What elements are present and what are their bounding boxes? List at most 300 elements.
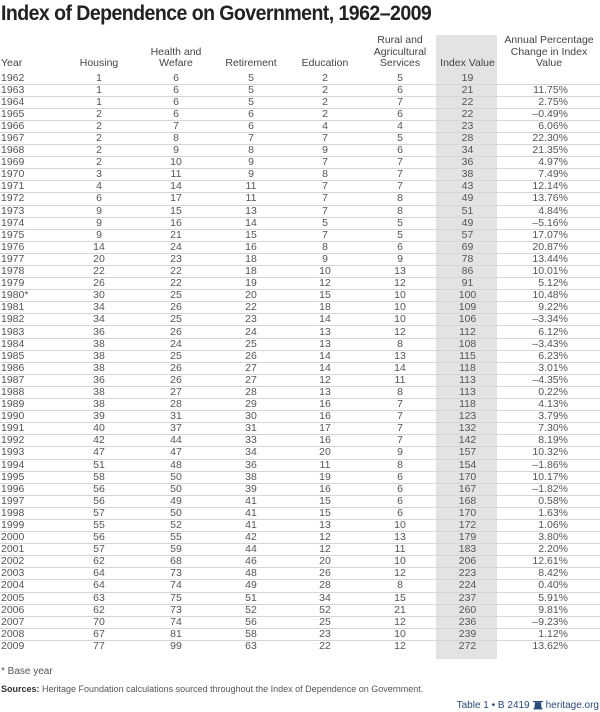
- cell-rural-agricultural: 10: [363, 302, 437, 314]
- cell-retirement: 16: [215, 241, 287, 253]
- cell-year: 1962: [1, 71, 25, 84]
- table-row: [0, 604, 600, 616]
- table-row: [0, 84, 600, 96]
- cell-housing: 2: [61, 157, 137, 169]
- cell-education: 7: [287, 157, 363, 169]
- cell-retirement: 9: [215, 157, 287, 169]
- table-row: [0, 169, 600, 181]
- cell-retirement: 36: [215, 459, 287, 471]
- cell-health-welfare: 7: [137, 120, 215, 132]
- cell-index-value: 179: [437, 532, 498, 544]
- cell-index-value: 172: [437, 519, 498, 531]
- cell-education: 10: [287, 266, 363, 278]
- table-row: [0, 580, 600, 592]
- cell-annual-change: –5.16%: [498, 217, 600, 229]
- cell-health-welfare: 59: [137, 544, 215, 556]
- table-row: [0, 519, 600, 531]
- cell-annual-change: –0.49%: [498, 108, 600, 120]
- cell-index-value: 113: [437, 374, 498, 386]
- cell-education: 22: [287, 640, 363, 652]
- cell-index-value: 22: [437, 108, 498, 120]
- cell-year: 1967: [0, 132, 61, 144]
- cell-health-welfare: 52: [137, 519, 215, 531]
- cell-education: 13: [287, 386, 363, 398]
- cell-annual-change: 11.75%: [498, 84, 600, 96]
- cell-rural-agricultural: 10: [363, 556, 437, 568]
- cell-retirement: 8: [215, 145, 287, 157]
- cell-year: 2008: [0, 628, 61, 640]
- cell-rural-agricultural: 7: [363, 181, 437, 193]
- cell-housing: 63: [61, 592, 137, 604]
- cell-education: 17: [287, 423, 363, 435]
- cell-rural-agricultural: 6: [363, 471, 437, 483]
- cell-annual-change: 1.63%: [498, 507, 600, 519]
- cell-index-value: 36: [437, 157, 498, 169]
- col-header-year: Year: [1, 57, 23, 69]
- cell-education: 2: [287, 84, 363, 96]
- cell-index-value: 69: [437, 241, 498, 253]
- cell-rural-agricultural: 8: [363, 459, 437, 471]
- liberty-bell-icon: [533, 701, 543, 710]
- cell-year: 1991: [0, 423, 61, 435]
- cell-housing: 9: [61, 229, 137, 241]
- cell-annual-change: 1.06%: [498, 519, 600, 531]
- cell-housing: 34: [61, 302, 137, 314]
- cell-health-welfare: 25: [137, 314, 215, 326]
- cell-education: 14: [287, 314, 363, 326]
- cell-retirement: 9: [215, 169, 287, 181]
- table-row: [0, 568, 600, 580]
- table-body: [0, 73, 600, 653]
- cell-retirement: 31: [215, 423, 287, 435]
- cell-retirement: 24: [215, 326, 287, 338]
- cell-housing: 3: [61, 169, 137, 181]
- cell-rural-agricultural: 8: [363, 193, 437, 205]
- cell-rural-agricultural: 12: [363, 568, 437, 580]
- cell-index-value: 43: [437, 181, 498, 193]
- cell-health-welfare: 26: [137, 374, 215, 386]
- cell-health-welfare: 74: [137, 616, 215, 628]
- cell-year: 1992: [0, 435, 61, 447]
- table-reference: Table 1 • B 2419: [456, 700, 530, 711]
- cell-housing: 1: [61, 84, 137, 96]
- cell-annual-change: 4.84%: [498, 205, 600, 217]
- cell-health-welfare: 25: [137, 350, 215, 362]
- cell-annual-change: 3.79%: [498, 411, 600, 423]
- cell-retirement: 23: [215, 314, 287, 326]
- cell-housing: 51: [61, 459, 137, 471]
- cell-health-welfare: 73: [137, 568, 215, 580]
- cell-year: 2005: [0, 592, 61, 604]
- cell-rural-agricultural: 5: [363, 217, 437, 229]
- cell-education: 8: [287, 241, 363, 253]
- cell-housing: 2: [61, 108, 137, 120]
- cell-year: 1972: [0, 193, 61, 205]
- cell-index-value: 272: [437, 640, 498, 652]
- cell-annual-change: –3.43%: [498, 338, 600, 350]
- cell-index-value: 154: [437, 459, 498, 471]
- cell-housing: 56: [61, 483, 137, 495]
- cell-education: 15: [287, 290, 363, 302]
- cell-health-welfare: 26: [137, 362, 215, 374]
- cell-education: 16: [287, 435, 363, 447]
- cell-education: 12: [287, 278, 363, 290]
- cell-rural-agricultural: 7: [363, 435, 437, 447]
- cell-health-welfare: 47: [137, 447, 215, 459]
- cell-education: 28: [287, 580, 363, 592]
- cell-annual-change: 8.42%: [498, 568, 600, 580]
- cell-year: 2001: [0, 544, 61, 556]
- cell-retirement: 38: [215, 471, 287, 483]
- cell-rural-agricultural: 6: [363, 495, 437, 507]
- cell-rural-agricultural: 13: [363, 266, 437, 278]
- cell-annual-change: 6.06%: [498, 120, 600, 132]
- cell-annual-change: 10.48%: [498, 290, 600, 302]
- cell-retirement: 18: [215, 266, 287, 278]
- cell-index-value: 170: [437, 471, 498, 483]
- cell-education: 19: [287, 471, 363, 483]
- cell-rural-agricultural: 7: [363, 96, 437, 108]
- cell-retirement: 49: [215, 580, 287, 592]
- cell-annual-change: 0.40%: [498, 580, 600, 592]
- cell-retirement: 6: [215, 108, 287, 120]
- cell-education: 18: [287, 302, 363, 314]
- cell-housing: 4: [61, 181, 137, 193]
- cell-health-welfare: 50: [137, 483, 215, 495]
- cell-housing: 39: [61, 411, 137, 423]
- cell-rural-agricultural: 14: [363, 362, 437, 374]
- cell-housing: 40: [61, 423, 137, 435]
- cell-annual-change: 8.19%: [498, 435, 600, 447]
- cell-retirement: 5: [215, 84, 287, 96]
- cell-education: 8: [287, 169, 363, 181]
- cell-retirement: 25: [215, 338, 287, 350]
- cell-health-welfare: 21: [137, 229, 215, 241]
- cell-education: 4: [287, 120, 363, 132]
- cell-retirement: 6: [215, 120, 287, 132]
- cell-index-value: 115: [437, 350, 498, 362]
- table-row: [0, 338, 600, 350]
- cell-rural-agricultural: 7: [363, 423, 437, 435]
- cell-year: 1980*: [0, 290, 61, 302]
- cell-health-welfare: 14: [137, 181, 215, 193]
- col-header-housing: Housing: [79, 57, 119, 69]
- table-row: [0, 507, 600, 519]
- cell-education: 16: [287, 483, 363, 495]
- table-row: [0, 616, 600, 628]
- cell-housing: 47: [61, 447, 137, 459]
- cell-year: 1971: [0, 181, 61, 193]
- table-row: [0, 459, 600, 471]
- cell-rural-agricultural: 6: [363, 84, 437, 96]
- table-row: [0, 120, 600, 132]
- cell-retirement: 27: [215, 362, 287, 374]
- cell-index-value: 106: [437, 314, 498, 326]
- cell-housing: 57: [61, 507, 137, 519]
- cell-health-welfare: 22: [137, 266, 215, 278]
- cell-retirement: 28: [215, 386, 287, 398]
- cell-rural-agricultural: 9: [363, 253, 437, 265]
- cell-retirement: 5: [215, 96, 287, 108]
- cell-rural-agricultural: 10: [363, 290, 437, 302]
- dependence-index-table: [0, 35, 600, 652]
- table-row: [0, 132, 600, 144]
- cell-housing: 1: [96, 71, 102, 84]
- table-row: [0, 205, 600, 217]
- cell-retirement: 20: [215, 290, 287, 302]
- cell-annual-change: 6.12%: [498, 326, 600, 338]
- cell-retirement: 11: [215, 193, 287, 205]
- table-row: [0, 411, 600, 423]
- cell-index-value: 21: [437, 84, 498, 96]
- cell-year: 2006: [0, 604, 61, 616]
- cell-annual-change: 12.14%: [498, 181, 600, 193]
- cell-annual-change: 5.91%: [498, 592, 600, 604]
- cell-housing: 1: [61, 96, 137, 108]
- cell-annual-change: 6.23%: [498, 350, 600, 362]
- cell-retirement: 42: [215, 532, 287, 544]
- cell-year: 1969: [0, 157, 61, 169]
- cell-housing: 58: [61, 471, 137, 483]
- cell-health-welfare: 26: [137, 302, 215, 314]
- cell-retirement: 41: [215, 507, 287, 519]
- cell-health-welfare: 50: [137, 507, 215, 519]
- cell-annual-change: 2.20%: [498, 544, 600, 556]
- cell-housing: 2: [61, 132, 137, 144]
- cell-index-value: 49: [437, 217, 498, 229]
- cell-year: 2004: [0, 580, 61, 592]
- cell-housing: 9: [61, 217, 137, 229]
- cell-education: 2: [287, 96, 363, 108]
- table-row: [0, 217, 600, 229]
- cell-index-value: 22: [437, 96, 498, 108]
- cell-health-welfare: 22: [137, 278, 215, 290]
- cell-year: 2000: [0, 532, 61, 544]
- cell-education: 52: [287, 604, 363, 616]
- cell-index-value: 38: [437, 169, 498, 181]
- cell-education: 7: [287, 205, 363, 217]
- cell-year: 1973: [0, 205, 61, 217]
- cell-rural-agricultural: 9: [363, 447, 437, 459]
- cell-education: 15: [287, 507, 363, 519]
- col-header-health-welfare: Health and Wefare: [150, 45, 202, 69]
- cell-retirement: 26: [215, 350, 287, 362]
- cell-health-welfare: 11: [137, 169, 215, 181]
- cell-rural-agricultural: 6: [363, 483, 437, 495]
- cell-housing: 36: [61, 326, 137, 338]
- cell-retirement: 14: [215, 217, 287, 229]
- cell-housing: 64: [61, 568, 137, 580]
- table-row: [0, 326, 600, 338]
- cell-annual-change: 4.13%: [498, 399, 600, 411]
- cell-year: 1970: [0, 169, 61, 181]
- cell-rural-agricultural: 4: [363, 120, 437, 132]
- table-row: [0, 399, 600, 411]
- cell-rural-agricultural: 10: [363, 628, 437, 640]
- cell-retirement: 41: [215, 519, 287, 531]
- cell-health-welfare: 81: [137, 628, 215, 640]
- cell-index-value: 224: [437, 580, 498, 592]
- table-row: [0, 435, 600, 447]
- cell-rural-agricultural: 8: [363, 580, 437, 592]
- cell-rural-agricultural: 6: [363, 145, 437, 157]
- cell-housing: 30: [61, 290, 137, 302]
- cell-annual-change: 2.75%: [498, 96, 600, 108]
- cell-health-welfare: 15: [137, 205, 215, 217]
- cell-year: 1974: [0, 217, 61, 229]
- cell-index-value: 109: [437, 302, 498, 314]
- cell-health-welfare: 75: [137, 592, 215, 604]
- cell-year: 1996: [0, 483, 61, 495]
- table-row: [0, 628, 600, 640]
- cell-education: 15: [287, 495, 363, 507]
- cell-year: 1998: [0, 507, 61, 519]
- cell-health-welfare: 25: [137, 290, 215, 302]
- cell-annual-change: [498, 73, 600, 85]
- cell-annual-change: 0.22%: [498, 386, 600, 398]
- cell-year: 2002: [0, 556, 61, 568]
- cell-housing: 14: [61, 241, 137, 253]
- table-row: [0, 350, 600, 362]
- cell-education: 2: [322, 71, 328, 84]
- table-row: [0, 253, 600, 265]
- cell-education: 25: [287, 616, 363, 628]
- cell-year: 1993: [0, 447, 61, 459]
- cell-housing: 20: [61, 253, 137, 265]
- cell-health-welfare: 9: [137, 145, 215, 157]
- cell-annual-change: 17.07%: [498, 229, 600, 241]
- cell-health-welfare: 49: [137, 495, 215, 507]
- cell-education: 9: [287, 145, 363, 157]
- cell-annual-change: 10.32%: [498, 447, 600, 459]
- table-row: [0, 483, 600, 495]
- cell-health-welfare: 28: [137, 399, 215, 411]
- cell-rural-agricultural: 10: [363, 314, 437, 326]
- cell-retirement: 34: [215, 447, 287, 459]
- cell-index-value: 19: [461, 71, 474, 84]
- table-row: [0, 108, 600, 120]
- cell-annual-change: –1.86%: [498, 459, 600, 471]
- cell-education: 34: [287, 592, 363, 604]
- cell-education: 11: [287, 459, 363, 471]
- table-row: [0, 544, 600, 556]
- cell-health-welfare: 74: [137, 580, 215, 592]
- cell-year: 1986: [0, 362, 61, 374]
- col-header-index-value: Index Value: [440, 57, 495, 69]
- cell-annual-change: 1.12%: [498, 628, 600, 640]
- cell-index-value: 157: [437, 447, 498, 459]
- cell-annual-change: 9.22%: [498, 302, 600, 314]
- cell-housing: 56: [61, 495, 137, 507]
- cell-housing: 38: [61, 399, 137, 411]
- table-header-row: [0, 35, 600, 73]
- cell-annual-change: 10.01%: [498, 266, 600, 278]
- cell-health-welfare: 73: [137, 604, 215, 616]
- cell-housing: 55: [61, 519, 137, 531]
- cell-year: 1994: [0, 459, 61, 471]
- cell-housing: 38: [61, 338, 137, 350]
- cell-index-value: 236: [437, 616, 498, 628]
- cell-rural-agricultural: 11: [363, 374, 437, 386]
- cell-index-value: 118: [437, 399, 498, 411]
- cell-annual-change: 13.44%: [498, 253, 600, 265]
- cell-education: 7: [287, 193, 363, 205]
- cell-rural-agricultural: 8: [363, 338, 437, 350]
- cell-index-value: 132: [437, 423, 498, 435]
- cell-year: 1978: [0, 266, 61, 278]
- cell-education: 12: [287, 544, 363, 556]
- cell-year: 1981: [0, 302, 61, 314]
- cell-year: 2003: [0, 568, 61, 580]
- table-row: [0, 229, 600, 241]
- cell-health-welfare: 48: [137, 459, 215, 471]
- table-row: [0, 471, 600, 483]
- cell-housing: 62: [61, 604, 137, 616]
- cell-retirement: 29: [215, 399, 287, 411]
- cell-index-value: 91: [437, 278, 498, 290]
- cell-year: 1965: [0, 108, 61, 120]
- cell-housing: 9: [61, 205, 137, 217]
- cell-health-welfare: 17: [137, 193, 215, 205]
- cell-rural-agricultural: 7: [363, 157, 437, 169]
- cell-education: 7: [287, 181, 363, 193]
- table-row: [0, 157, 600, 169]
- cell-annual-change: 21.35%: [498, 145, 600, 157]
- cell-year: 1976: [0, 241, 61, 253]
- cell-rural-agricultural: 15: [363, 592, 437, 604]
- cell-retirement: 7: [215, 132, 287, 144]
- cell-retirement: 22: [215, 302, 287, 314]
- cell-annual-change: 12.61%: [498, 556, 600, 568]
- cell-housing: 22: [61, 266, 137, 278]
- cell-education: 13: [287, 519, 363, 531]
- cell-index-value: 100: [437, 290, 498, 302]
- cell-index-value: 108: [437, 338, 498, 350]
- cell-retirement: 19: [215, 278, 287, 290]
- cell-health-welfare: 55: [137, 532, 215, 544]
- cell-retirement: 41: [215, 495, 287, 507]
- table-row: [0, 592, 600, 604]
- cell-retirement: 13: [215, 205, 287, 217]
- cell-year: 1977: [0, 253, 61, 265]
- cell-health-welfare: 68: [137, 556, 215, 568]
- cell-retirement: 58: [215, 628, 287, 640]
- cell-year: 1982: [0, 314, 61, 326]
- footer-credit: [457, 700, 599, 711]
- cell-education: 26: [287, 568, 363, 580]
- cell-annual-change: 13.76%: [498, 193, 600, 205]
- table-row: [0, 386, 600, 398]
- table-row: [0, 374, 600, 386]
- cell-index-value: 118: [437, 362, 498, 374]
- cell-health-welfare: 99: [137, 640, 215, 652]
- cell-annual-change: 3.80%: [498, 532, 600, 544]
- cell-index-value: 113: [437, 386, 498, 398]
- table-row: [0, 447, 600, 459]
- cell-education: 20: [287, 556, 363, 568]
- cell-annual-change: 5.12%: [498, 278, 600, 290]
- cell-annual-change: 10.17%: [498, 471, 600, 483]
- cell-housing: 64: [61, 580, 137, 592]
- cell-retirement: 44: [215, 544, 287, 556]
- page-title: Index of Dependence on Government, 1962–2009: [1, 2, 432, 25]
- cell-annual-change: 4.97%: [498, 157, 600, 169]
- cell-retirement: 5: [248, 71, 254, 84]
- cell-rural-agricultural: 7: [363, 399, 437, 411]
- site-link[interactable]: heritage.org: [545, 700, 599, 711]
- cell-housing: 34: [61, 314, 137, 326]
- cell-education: 9: [287, 253, 363, 265]
